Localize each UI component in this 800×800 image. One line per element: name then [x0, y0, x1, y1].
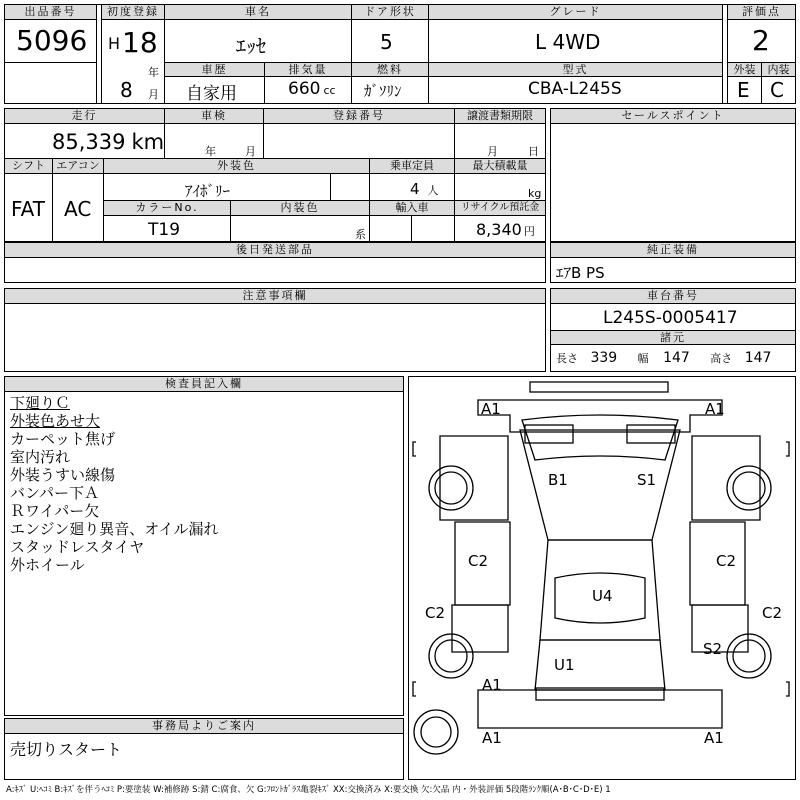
fuel: ｶﾞｿﾘﾝ [364, 82, 402, 100]
left-door-rear [452, 605, 508, 652]
history-header: 車歴 [165, 63, 264, 77]
later-parts-header: 後日発送部品 [5, 243, 545, 258]
transfer-day-unit: 日 [528, 145, 539, 158]
recycle-value: 8,340 [476, 220, 522, 239]
reg-month: 8 [120, 78, 133, 102]
max-load-unit: kg [528, 187, 542, 200]
right-fender-outline [692, 436, 760, 520]
era: H [108, 34, 121, 53]
windshield-shape [525, 425, 573, 443]
recycle-header: リサイクル預託金 [455, 201, 545, 216]
mark-s2: S2 [703, 640, 723, 658]
inspector-note-line: 室内汚れ [10, 448, 71, 466]
shift-header: シフト [5, 159, 52, 174]
inspector-header: 検査員記入欄 [5, 377, 403, 392]
displacement-value: 660 [288, 79, 321, 99]
mark-b1: B1 [548, 471, 568, 489]
ac: AC [64, 197, 92, 221]
mark-a1-bl: A1 [482, 729, 502, 747]
car-damage-diagram [409, 377, 795, 779]
notes-header: 注意事項欄 [5, 289, 545, 304]
lot-number: 5096 [16, 24, 88, 57]
legend: A:ｷｽﾞ U:ﾍｺﾐ B:ｷｽﾞを伴うﾍｺﾐ P:要塗装 W:補修跡 S:錆 C:腐食、欠 G:ﾌﾛﾝﾄｶﾞﾗｽ亀裂ｷｽﾞ XX:交換済み X:要交換 欠:欠品 内・外装評価 5段階ﾗﾝｸ順(A･B･C･D･E) 1 [6, 785, 611, 795]
mark-a1-br: A1 [704, 729, 724, 747]
mark-a1-tr: A1 [705, 400, 725, 418]
mark-u1: U1 [554, 656, 575, 674]
mileage-value: 85,339 [52, 130, 126, 154]
inspector-note-line: 外装うすい線傷 [10, 466, 116, 484]
color-header: 外装色 [104, 159, 369, 174]
history: 自家用 [186, 84, 237, 104]
height: 147 [744, 350, 772, 366]
inspector-note-line: 外ホイール [10, 556, 85, 574]
office-header: 事務局よりご案内 [5, 719, 403, 734]
wheel-rear-left-inner [435, 640, 467, 672]
int-header: 内装 [762, 63, 795, 77]
fuel-header: 燃料 [352, 63, 428, 77]
color-no: T19 [148, 220, 181, 240]
details-block [4, 108, 546, 242]
dims [556, 350, 771, 366]
inspector-note-line: Ｒワイパー欠 [10, 502, 100, 520]
office-note: 売切りスタート [10, 740, 123, 759]
displacement [288, 79, 336, 99]
bracket-right-bottom [786, 682, 789, 696]
capacity-unit: 人 [427, 184, 439, 197]
capacity-value: 4 [410, 180, 420, 198]
windshield-shape-right [627, 425, 675, 443]
lot-header: 出品番号 [5, 5, 96, 20]
first-reg-header: 初度登録 [102, 5, 164, 20]
dims-header: 諸元 [551, 331, 795, 345]
mark-a1-tl: A1 [481, 400, 501, 418]
ext-header: 外装 [728, 63, 761, 77]
mark-a1-rear-left: A1 [482, 676, 502, 694]
reg-year: 18 [122, 26, 158, 59]
insp-year-unit: 年 [205, 145, 216, 158]
ac-header: エアコン [53, 159, 103, 174]
capacity-header: 乗車定員 [370, 159, 454, 174]
hood-outline [522, 415, 678, 460]
int-color-unit: 系 [355, 228, 366, 241]
inspector-note-line: 下廻りＣ [10, 394, 71, 412]
genuine-header: 純正装備 [551, 243, 795, 258]
int-color-header: 内装色 [231, 201, 369, 216]
car-name-header: 車名 [165, 5, 351, 20]
mileage-unit: km [131, 130, 165, 154]
width-label: 幅 [637, 352, 649, 365]
height-label: 高さ [710, 352, 733, 365]
mileage-header: 走行 [5, 109, 164, 124]
inspector-note-line: バンパー下Ａ [10, 484, 99, 502]
genuine: ｴｱB PS [556, 264, 605, 282]
model-header: 型式 [429, 63, 722, 77]
recycle [476, 220, 535, 239]
import-header: 輸入車 [370, 201, 454, 216]
grade-header: グレード [429, 5, 722, 20]
inspector-note-line: カーペット焦げ [10, 430, 116, 448]
front-bumper-shape [530, 382, 668, 392]
length-label: 長さ [556, 352, 578, 365]
inspection-header: 車検 [165, 109, 263, 124]
doors: 5 [380, 30, 393, 54]
bracket-left-bottom [413, 682, 416, 696]
mark-c2-far-left: C2 [425, 604, 446, 622]
bracket-right-top [786, 442, 789, 456]
chassis-number: L245S-0005417 [603, 308, 738, 328]
mark-c2-right: C2 [716, 552, 737, 570]
shift: FAT [11, 197, 46, 221]
score-header: 評価点 [728, 5, 795, 20]
chassis-header: 車台番号 [551, 289, 795, 304]
front-body-outline [478, 400, 722, 432]
displacement-unit: cc [323, 84, 336, 97]
width: 147 [663, 350, 690, 366]
capacity [410, 180, 439, 198]
inspector-note-line: 外装色あせ大 [10, 412, 101, 430]
max-load-header: 最大積載量 [455, 159, 545, 174]
mark-c2-far-right: C2 [762, 604, 783, 622]
mark-s1: S1 [637, 471, 657, 489]
car-name: ｴｯｾ [236, 34, 266, 58]
inspector-notes [5, 394, 401, 574]
wheel-rear-right-inner [733, 640, 765, 672]
reg-no-header: 登録番号 [264, 109, 454, 124]
mark-u4: U4 [592, 587, 613, 605]
mileage [52, 130, 164, 154]
grade: L 4WD [535, 30, 601, 54]
month-unit: 月 [148, 88, 159, 101]
sales-points-header: セールスポイント [551, 109, 795, 124]
int-rating: C [770, 78, 784, 102]
color: ｱｲﾎﾞﾘｰ [185, 182, 231, 200]
recycle-unit: 円 [523, 225, 535, 238]
length: 339 [590, 350, 618, 366]
spare-wheel-inner [421, 717, 451, 747]
mark-c2-left: C2 [468, 552, 489, 570]
transfer-header: 譲渡書類期限 [455, 109, 545, 124]
door-header: ドア形状 [352, 5, 428, 20]
inspector-note-line: エンジン廻り異音、オイル漏れ [10, 520, 219, 538]
transfer-month-unit: 月 [487, 145, 498, 158]
inspector-note-line: スタッドレスタイヤ [10, 538, 145, 556]
bracket-left-top [413, 442, 416, 456]
ext-rating: E [737, 78, 750, 102]
left-fender-outline [440, 436, 508, 520]
score: 2 [752, 24, 770, 57]
sales-points-block [550, 108, 796, 242]
model: CBA-L245S [528, 79, 622, 99]
displacement-header: 排気量 [265, 63, 351, 77]
rear-body-outline [478, 690, 722, 728]
year-unit: 年 [148, 66, 159, 79]
insp-month-unit: 月 [245, 145, 256, 158]
color-no-header: カラーNo. [104, 201, 230, 216]
